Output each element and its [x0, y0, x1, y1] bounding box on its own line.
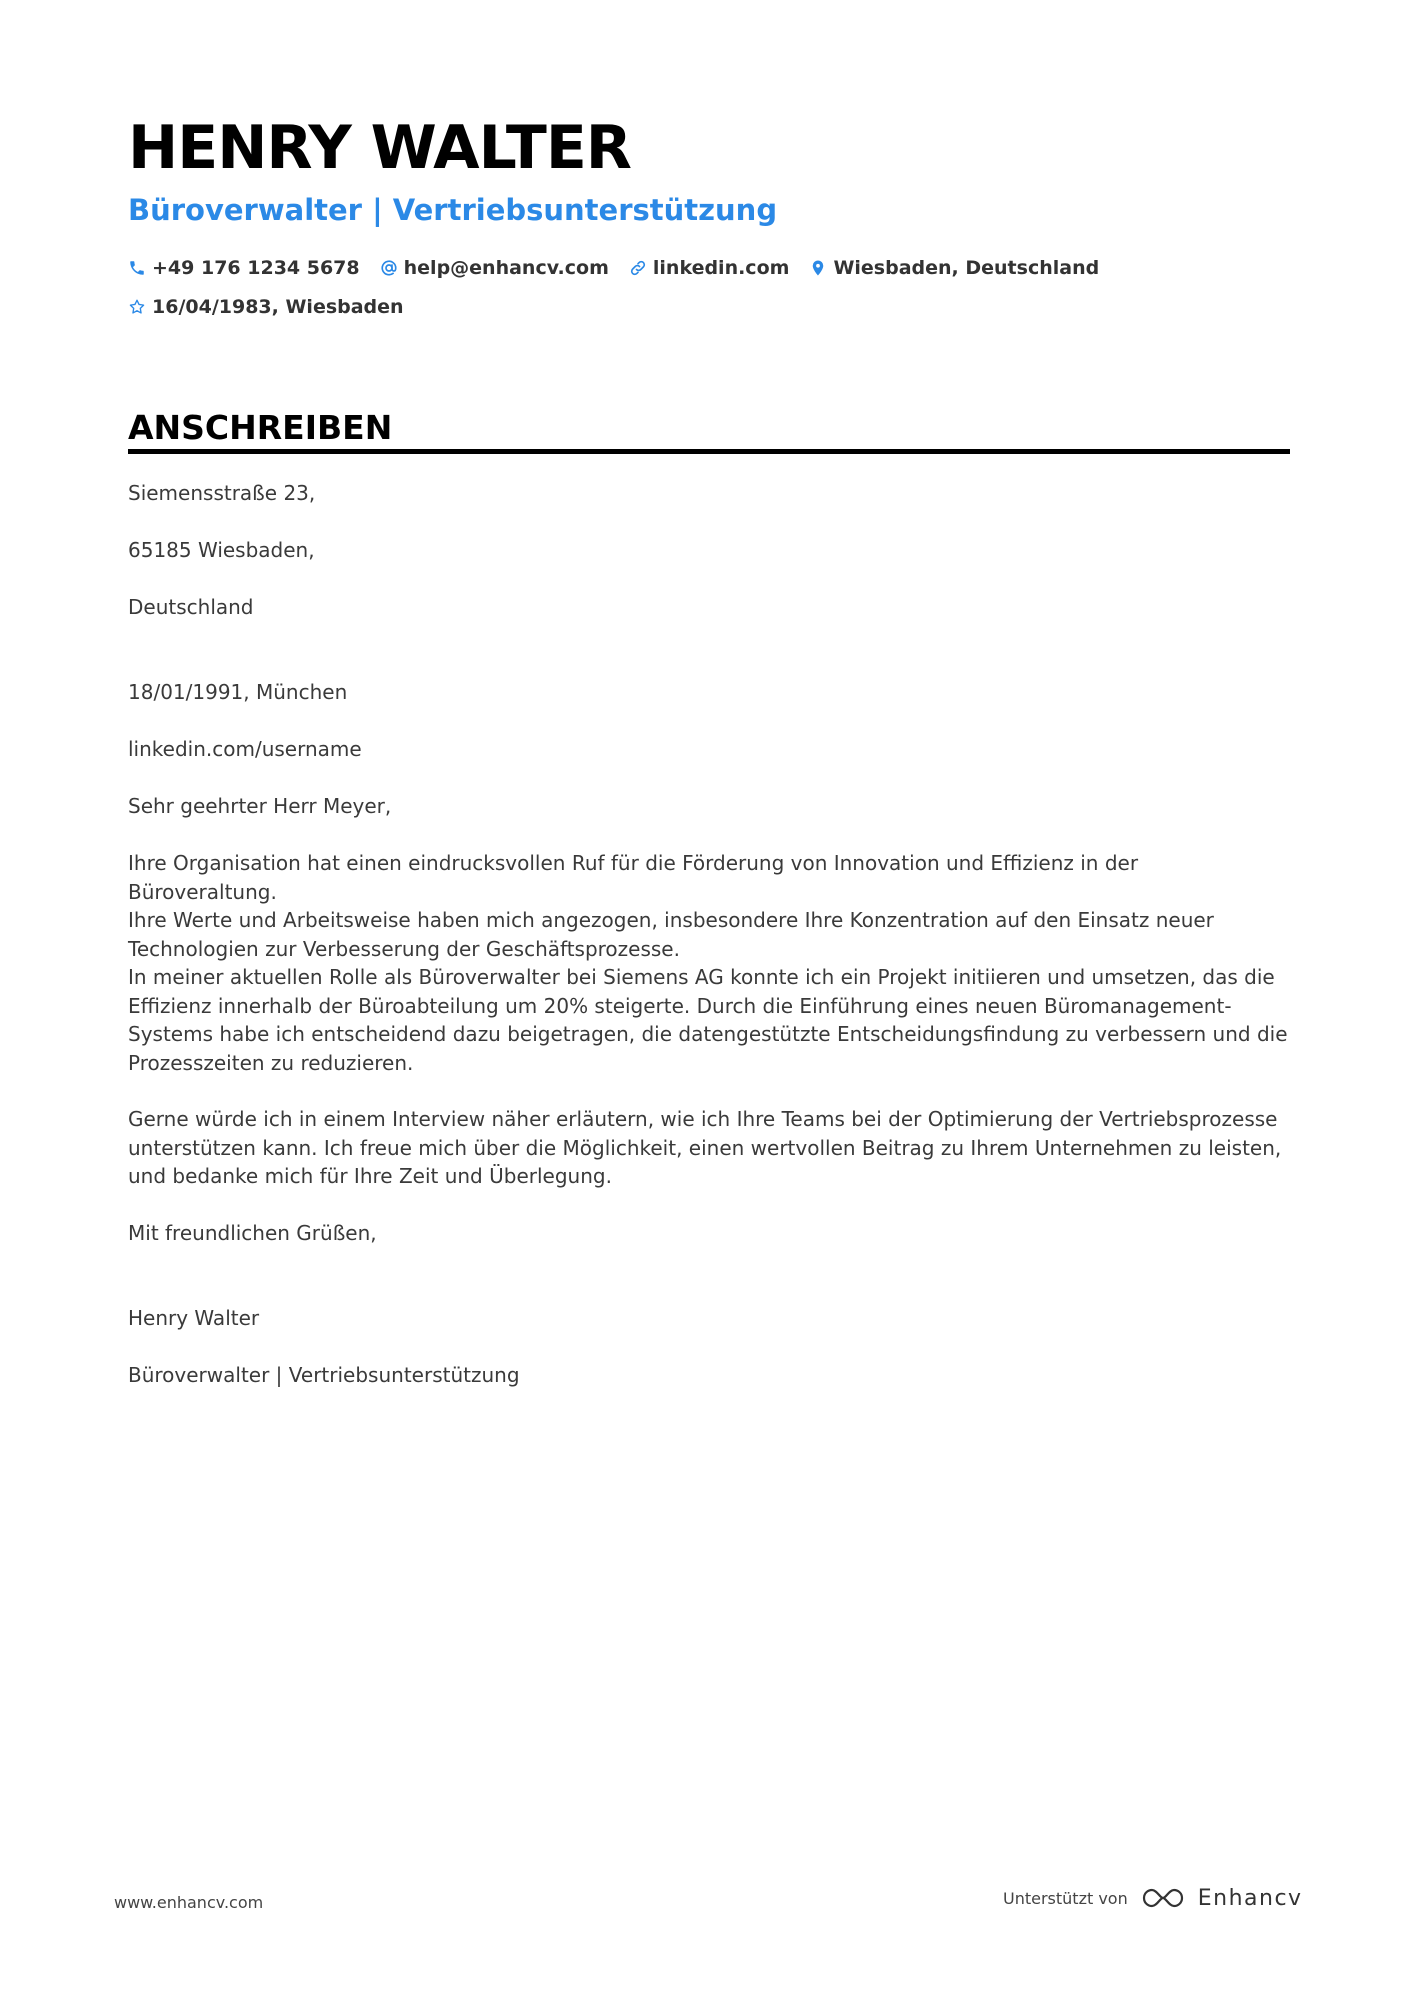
paragraph-2-line-1: In meiner aktuellen Rolle als Büroverwalter bei Siemens AG konnte ich ein Projekt initiieren und umsetzen, das die: [128, 965, 1275, 989]
paragraph-3-line-2: unterstützen kann. Ich freue mich über die Möglichkeit, einen wertvollen Beitrag zu Ihrem Unternehmen zu leisten,: [128, 1135, 1282, 1160]
paragraph-2-line-2: Effizienz innerhalb der Büroabteilung um 20% steigerte. Durch die Einführung eines neuen Büromanagement-: [128, 993, 1232, 1018]
paragraph-2: [128, 963, 1290, 1077]
email-text: help@enhancv.com: [403, 257, 609, 279]
enhancv-logo-icon: [1140, 1885, 1186, 1911]
signature-role: Büroverwalter | Vertriebsunterstützung: [128, 1363, 520, 1387]
paragraph-2-line-3: Systems habe ich entscheidend dazu beigetragen, die datengestützte Entscheidungsfindung zu verbessern und die: [128, 1022, 1288, 1046]
profile-link: linkedin.com/username: [128, 737, 362, 761]
paragraph-2-line-4: Prozesszeiten zu reduzieren.: [128, 1050, 414, 1075]
linkedin-text: linkedin.com: [652, 257, 790, 279]
birth-text: 16/04/1983, Wiesbaden: [152, 296, 404, 318]
contact-phone: [128, 257, 360, 279]
candidate-role: Büroverwalter | Vertriebsunterstützung: [128, 193, 778, 227]
paragraph-3-line-1: Gerne würde ich in einem Interview näher erläutern, wie ich Ihre Teams bei der Optimierung der Vertriebsprozesse: [128, 1107, 1278, 1131]
date-place: 18/01/1991, München: [128, 680, 348, 704]
address-line-2: 65185 Wiesbaden,: [128, 538, 315, 562]
paragraph-1-line-2: Ihre Werte und Arbeitsweise haben mich angezogen, insbesondere Ihre Konzentration auf den Einsatz neuer: [128, 908, 1214, 932]
paragraph-1-line-3: Technologien zur Verbesserung der Geschäftsprozesse.: [128, 936, 680, 961]
section-title: ANSCHREIBEN: [128, 408, 393, 447]
paragraph-1: [128, 849, 1290, 963]
section-divider: [128, 449, 1290, 454]
phone-text: +49 176 1234 5678: [152, 257, 360, 279]
salutation: Sehr geehrter Herr Meyer,: [128, 794, 392, 818]
contact-location: [809, 257, 1099, 279]
paragraph-3-line-3: und bedanke mich für Ihre Zeit und Überlegung.: [128, 1164, 612, 1188]
contact-linkedin: [629, 257, 790, 279]
footer-branding: [1003, 1885, 1303, 1911]
closing: Mit freundlichen Grüßen,: [128, 1221, 377, 1245]
location-text: Wiesbaden, Deutschland: [833, 257, 1100, 279]
signature-name: Henry Walter: [128, 1306, 260, 1330]
address-line-3: Deutschland: [128, 595, 254, 619]
at-icon: [380, 259, 398, 277]
paragraph-1-line-1: Ihre Organisation hat einen eindrucksvollen Ruf für die Förderung von Innovation und Effizienz in der Büroveraltung.: [128, 851, 1139, 904]
brand-name: Enhancv: [1197, 1885, 1303, 1911]
candidate-name: HENRY WALTER: [128, 113, 632, 183]
star-icon: [128, 298, 146, 316]
contact-email: [380, 257, 609, 279]
phone-icon: [128, 259, 146, 277]
address-line-1: Siemensstraße 23,: [128, 481, 316, 505]
paragraph-3: [128, 1105, 1290, 1191]
contact-info: [128, 252, 1290, 330]
contact-row-1: [128, 252, 1290, 284]
powered-by-label: Unterstützt von: [1003, 1888, 1128, 1908]
contact-birth: [128, 296, 404, 318]
footer-website-link[interactable]: www.enhancv.com: [114, 1893, 264, 1912]
location-pin-icon: [809, 259, 827, 277]
contact-row-2: [128, 291, 1290, 323]
link-icon: [629, 259, 647, 277]
